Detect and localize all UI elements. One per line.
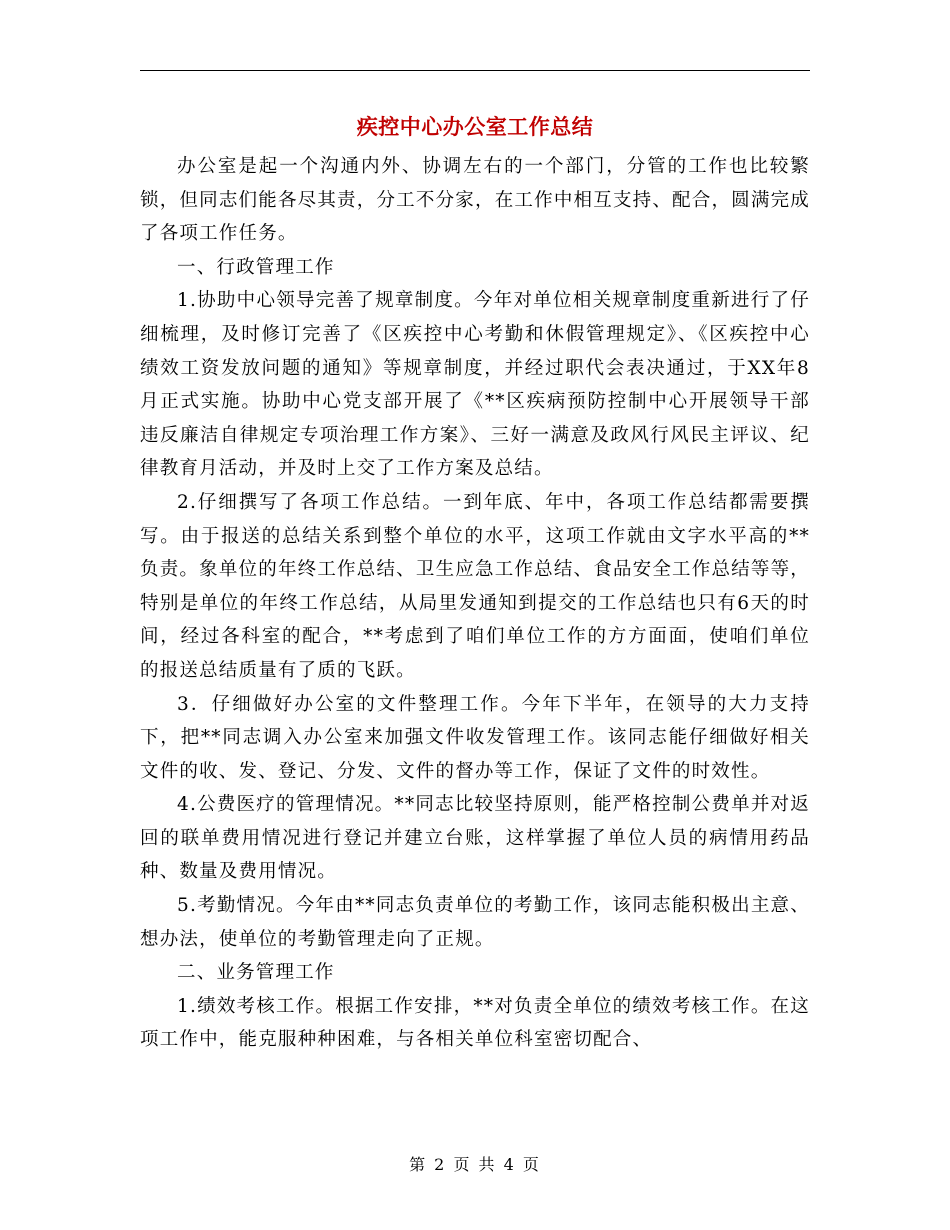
header-rule — [140, 70, 810, 71]
section-heading-business: 二、业务管理工作 — [177, 962, 335, 984]
paragraph-item-4: 4.公费医疗的管理情况。**同志比较坚持原则，能严格控制公费单并对返回的联单费用情况进行登记并建立台账，这样掌握了单位人员的病情用药品种、数量及费用情况。 — [140, 794, 810, 883]
paragraph-item-3: 3．仔细做好办公室的文件整理工作。今年下半年，在领导的大力支持下，把**同志调入办公室来加强文件收发管理工作。该同志能仔细做好相关文件的收、发、登记、分发、文件的督办等工作，保证了文件的时效性。 — [140, 693, 810, 782]
document-title: 疾控中心办公室工作总结 — [356, 115, 594, 139]
document-body — [140, 150, 810, 1057]
paragraph-item-2: 2.仔细撰写了各项工作总结。一到年底、年中，各项工作总结都需要撰写。由于报送的总结关系到整个单位的水平，这项工作就由文字水平高的**负责。象单位的年终工作总结、卫生应急工作总结、食品安全工作总结等等，特别是单位的年终工作总结，从局里发通知到提交的工作总结也只有6天的时间，经过各科室的配合，**考虑到了咱们单位工作的方方面面，使咱们单位的报送总结质量有了质的飞跃。 — [140, 491, 810, 681]
page-footer — [0, 1154, 950, 1176]
paragraph-business-item-1: 1.绩效考核工作。根据工作安排，**对负责全单位的绩效考核工作。在这项工作中，能克服种种困难，与各相关单位科室密切配合、 — [140, 995, 810, 1051]
paragraph-intro: 办公室是起一个沟通内外、协调左右的一个部门，分管的工作也比较繁锁，但同志们能各尽其责，分工不分家，在工作中相互支持、配合，圆满完成了各项工作任务。 — [140, 156, 810, 245]
paragraph-item-1: 1.协助中心领导完善了规章制度。今年对单位相关规章制度重新进行了仔细梳理，及时修订完善了《区疾控中心考勤和休假管理规定》、《区疾控中心绩效工资发放问题的通知》等规章制度，并经过职代会表决通过，于XX年8月正式实施。协助中心党支部开展了《**区疾病预防控制中心开展领导干部违反廉洁自律规定专项治理工作方案》、三好一满意及政风行风民主评议、纪律教育月活动，并及时上交了工作方案及总结。 — [140, 290, 810, 480]
paragraph-item-5: 5.考勤情况。今年由**同志负责单位的考勤工作，该同志能积极出主意、想办法，使单位的考勤管理走向了正规。 — [140, 895, 810, 950]
page-number: 第 2 页 共 4 页 — [409, 1155, 541, 1174]
section-heading-admin: 一、行政管理工作 — [177, 256, 335, 278]
